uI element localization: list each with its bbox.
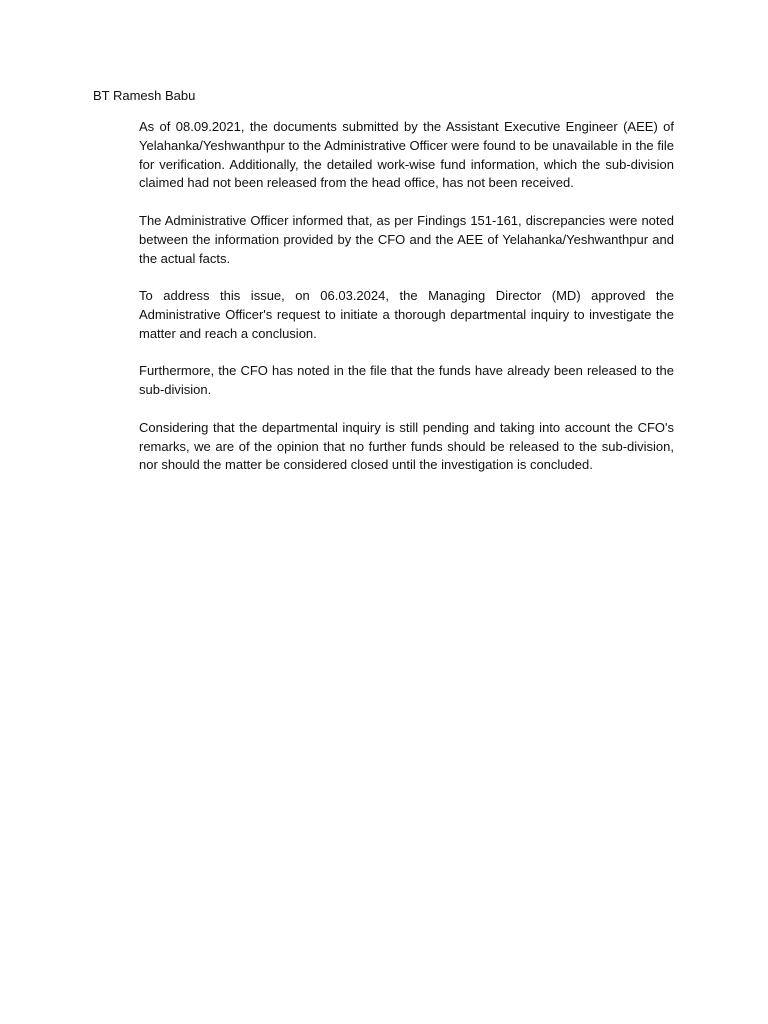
document-body [139, 118, 674, 475]
paragraph-documents-unavailable: As of 08.09.2021, the documents submitted by the Assistant Executive Engineer (AEE) of Yelahanka/Yeshwanthpur to the Administrative Officer were found to be unavailable in the file for verification. Additionally, the detailed work-wise fund information, which the sub-division claimed had not been released from the head office, has not been received. [139, 119, 674, 191]
author-name: BT Ramesh Babu [93, 88, 196, 103]
paragraph-opinion: Considering that the departmental inquiry is still pending and taking into account the CFO's remarks, we are of the opinion that no further funds should be released to the sub-division, nor should the matter be considered closed until the investigation is concluded. [139, 419, 674, 473]
paragraph-funds-released: Furthermore, the CFO has noted in the file that the funds have already been released to the sub-division. [139, 363, 674, 398]
paragraph-departmental-inquiry: To address this issue, on 06.03.2024, the Managing Director (MD) approved the Administrative Officer's request to initiate a thorough departmental inquiry to investigate the matter and reach a conclusion. [139, 288, 674, 341]
paragraph-discrepancies: The Administrative Officer informed that, as per Findings 151-161, discrepancies were noted between the information provided by the CFO and the AEE of Yelahanka/Yeshwanthpur and the actual facts. [139, 212, 674, 266]
